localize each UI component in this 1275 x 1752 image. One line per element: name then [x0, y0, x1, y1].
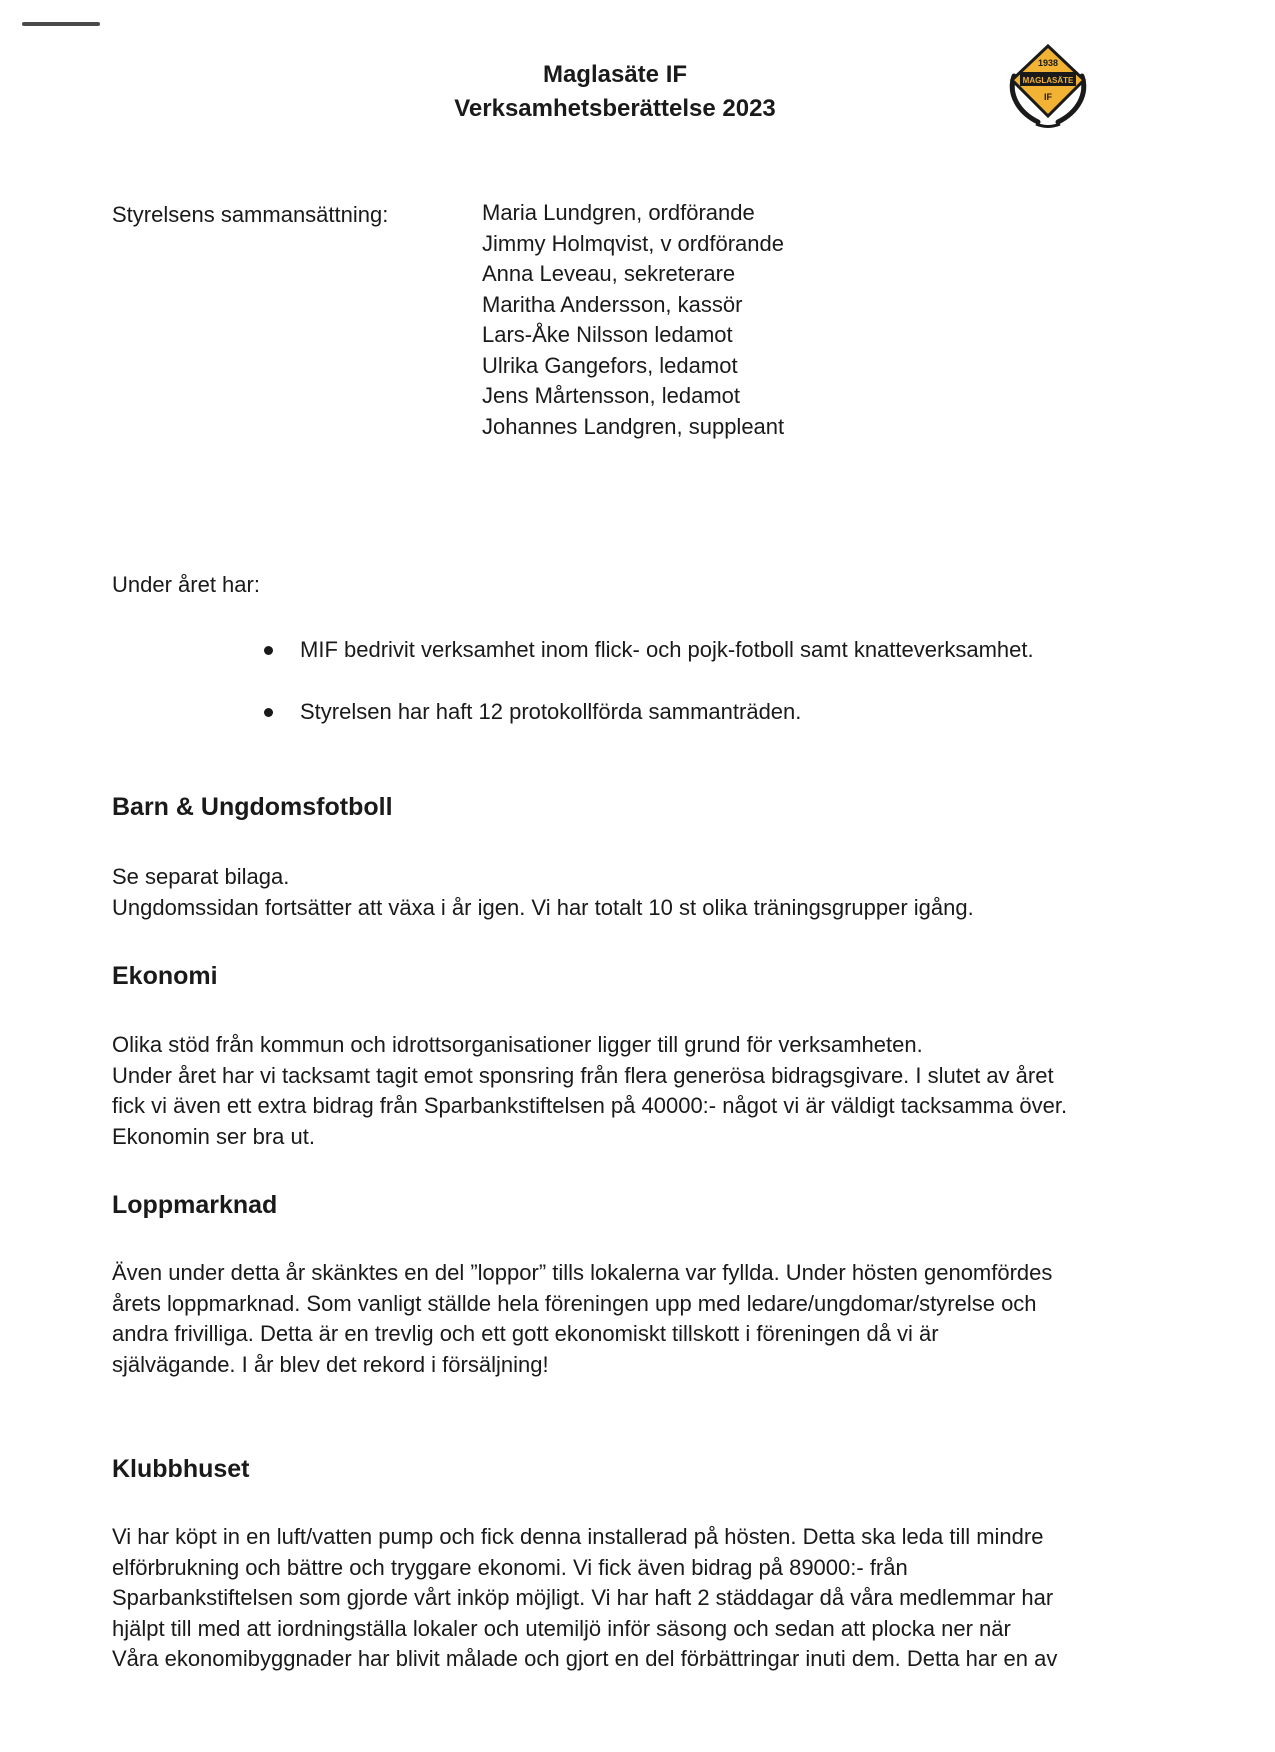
board-member: Jimmy Holmqvist, v ordförande	[482, 230, 784, 256]
board-label: Styrelsens sammansättning:	[112, 202, 389, 227]
board-member: Ulrika Gangefors, ledamot	[482, 352, 738, 378]
paragraph-flea-market	[112, 1258, 1122, 1380]
paragraph-line: Se separat bilaga.	[112, 864, 290, 889]
document-title: Maglasäte IF	[542, 61, 688, 88]
heading-flea-market: Loppmarknad	[112, 1191, 278, 1219]
heading-clubhouse: Klubbhuset	[112, 1455, 250, 1483]
bullet-icon	[264, 708, 273, 717]
paragraph-line: elförbrukning och bättre och tryggare ekonomi. Vi fick även bidrag på 89000:- från	[112, 1554, 908, 1580]
paragraph-line: Under året har vi tacksamt tagit emot sponsring från flera generösa bidragsgivare. I slutet av året	[112, 1062, 1054, 1088]
bullet-text: Styrelsen har haft 12 protokollförda sammanträden.	[300, 699, 802, 724]
list-item	[260, 635, 1034, 665]
logo-abbr: IF	[1044, 92, 1052, 102]
board-member: Maria Lundgren, ordförande	[482, 200, 755, 225]
heading-economy: Ekonomi	[112, 962, 218, 990]
paragraph-line: Sparbankstiftelsen som gjorde vårt inköp möjligt. Vi har haft 2 städdagar då våra medlemmar har	[112, 1585, 1054, 1610]
paragraph-line: självägande. I år blev det rekord i försäljning!	[112, 1351, 549, 1377]
bullet-icon	[264, 646, 273, 655]
paragraph-youth	[112, 862, 1122, 923]
scan-mark	[22, 22, 100, 26]
paragraph-line: fick vi även ett extra bidrag från Sparbankstiftelsen på 40000:- något vi är väldigt tacksamma över.	[112, 1093, 1068, 1118]
logo-year: 1938	[1037, 58, 1059, 68]
paragraph-line: Även under detta år skänktes en del ”loppor” tills lokalerna var fyllda. Under hösten genomfördes	[112, 1260, 1053, 1285]
list-item	[260, 697, 1034, 727]
board-member: Anna Leveau, sekreterare	[482, 261, 736, 286]
intro-label: Under året har:	[112, 572, 260, 597]
board-member: Jens Mårtensson, ledamot	[482, 383, 741, 408]
board-member: Maritha Andersson, kassör	[482, 291, 743, 317]
paragraph-line: årets loppmarknad. Som vanligt ställde hela föreningen upp med ledare/ungdomar/styrelse och	[112, 1290, 1037, 1316]
paragraph-line: Ungdomssidan fortsätter att växa i år igen. Vi har totalt 10 st olika träningsgrupper igång.	[112, 894, 974, 920]
intro-bullet-list	[260, 635, 1034, 727]
logo-name: MAGLASÄTE	[1022, 76, 1074, 85]
paragraph-line: Olika stöd från kommun och idrottsorganisationer ligger till grund för verksamheten.	[112, 1032, 923, 1057]
heading-youth: Barn & Ungdomsfotboll	[112, 793, 393, 821]
bullet-text: MIF bedrivit verksamhet inom flick- och pojk-fotboll samt knatteverksamhet.	[300, 637, 1034, 662]
club-logo	[1000, 42, 1096, 130]
board-member: Johannes Landgren, suppleant	[482, 413, 785, 439]
paragraph-line: hjälpt till med att iordningställa lokaler och utemiljö inför säsong och sedan att plocka ner när	[112, 1615, 1011, 1641]
document-subtitle: Verksamhetsberättelse 2023	[454, 95, 776, 122]
paragraph-line: andra frivilliga. Detta är en trevlig och ett gott ekonomiskt tillskott i föreningen då vi är	[112, 1321, 939, 1346]
paragraph-line: Vi har köpt in en luft/vatten pump och fick denna installerad på hösten. Detta ska leda till mindre	[112, 1524, 1044, 1549]
paragraph-line: Ekonomin ser bra ut.	[112, 1123, 315, 1149]
board-member: Lars-Åke Nilsson ledamot	[482, 322, 733, 347]
logo-ribbon	[1036, 124, 1060, 127]
paragraph-clubhouse	[112, 1522, 1122, 1675]
board-members-list	[482, 198, 784, 442]
paragraph-economy	[112, 1030, 1122, 1152]
paragraph-line: Våra ekonomibyggnader har blivit målade och gjort en del förbättringar inuti dem. Detta har en av	[112, 1646, 1058, 1671]
